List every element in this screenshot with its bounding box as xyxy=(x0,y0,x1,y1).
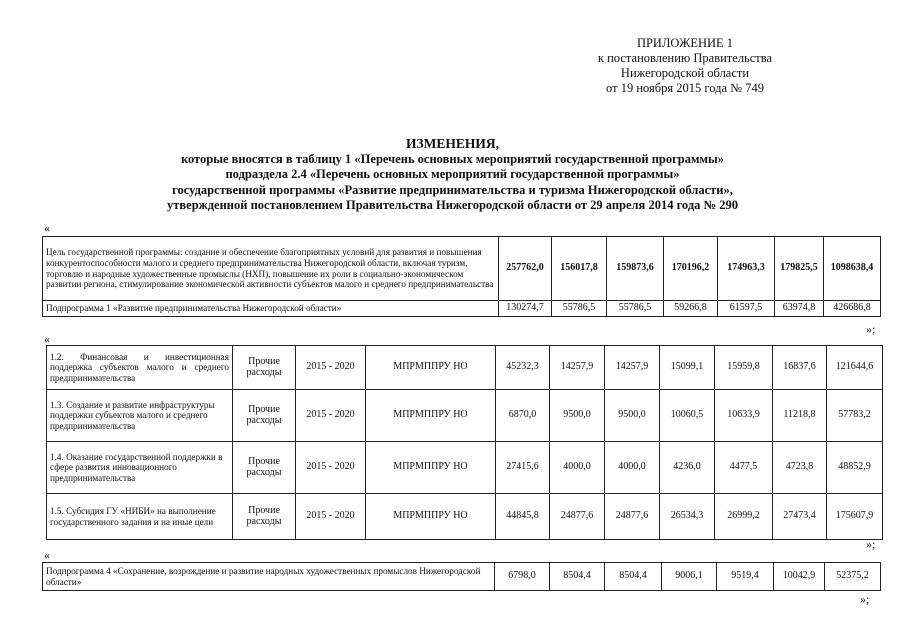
expense-type: Прочие расходы xyxy=(233,390,296,442)
appendix-block xyxy=(555,36,815,96)
value-cell: 48852,9 xyxy=(827,442,883,494)
value-cell: 130274,7 xyxy=(499,301,552,317)
value-cell: 10060,5 xyxy=(660,390,715,442)
value-cell: 6798,0 xyxy=(495,563,550,591)
period-cell: 2015 - 2020 xyxy=(296,390,366,442)
value-cell: 52375,2 xyxy=(825,563,881,591)
period-cell: 2015 - 2020 xyxy=(296,346,366,390)
value-cell: 175607,9 xyxy=(827,494,883,540)
value-cell: 4477,5 xyxy=(715,442,773,494)
executor-cell: МПРМППРУ НО xyxy=(366,390,496,442)
close-quote: »; xyxy=(866,537,876,551)
value-cell: 44845,8 xyxy=(496,494,550,540)
value-cell: 174963,3 xyxy=(718,237,775,301)
value-cell: 27415,6 xyxy=(496,442,550,494)
value-cell: 15959,8 xyxy=(715,346,773,390)
measure-label: 1.2. Финансовая и инвестиционная поддержка субъектов малого и среднего предпринимательства xyxy=(47,346,233,390)
open-quote: « xyxy=(44,332,50,346)
table-row xyxy=(43,563,881,591)
measure-label: 1.3. Создание и развитие инфраструктуры поддержки субъектов малого и среднего предпринимательства xyxy=(47,390,233,442)
value-cell: 15099,1 xyxy=(660,346,715,390)
value-cell: 10633,9 xyxy=(715,390,773,442)
period-cell: 2015 - 2020 xyxy=(296,494,366,540)
value-cell: 63974,8 xyxy=(775,301,824,317)
value-cell: 159873,6 xyxy=(607,237,664,301)
value-cell: 45232,3 xyxy=(496,346,550,390)
expense-type: Прочие расходы xyxy=(233,494,296,540)
goal-label: Цель государственной программы: создание и обеспечение благоприятных условий для развития и повышения конкурентоспособности малого и среднего предпринимательства Нижегородской области, включая туризм, торговлю и народные художественные промыслы (НХП), повышение их роли в социально-экономическом развитии региона, стимулирование экономической активности субъектов малого и среднего предпринимательства xyxy=(43,237,499,301)
value-cell: 57783,2 xyxy=(827,390,883,442)
value-cell: 121644,6 xyxy=(827,346,883,390)
value-cell: 179825,5 xyxy=(775,237,824,301)
value-cell: 156017,8 xyxy=(552,237,607,301)
expense-type: Прочие расходы xyxy=(233,346,296,390)
value-cell: 14257,9 xyxy=(605,346,660,390)
table-subprogram-4 xyxy=(42,562,881,591)
value-cell: 59266,8 xyxy=(664,301,718,317)
value-cell: 26999,2 xyxy=(715,494,773,540)
appendix-title: ПРИЛОЖЕНИЕ 1 xyxy=(636,36,734,50)
value-cell: 8504,4 xyxy=(550,563,605,591)
value-cell: 11218,8 xyxy=(773,390,827,442)
value-cell: 26534,3 xyxy=(660,494,715,540)
value-cell: 55786,5 xyxy=(552,301,607,317)
appendix-line: к постановлению Правительства xyxy=(597,51,773,65)
period-cell: 2015 - 2020 xyxy=(296,442,366,494)
measure-label: 1.5. Субсидия ГУ «НИБИ» на выполнение государственного задания и на иные цели xyxy=(47,494,233,540)
value-cell: 426686,8 xyxy=(824,301,881,317)
close-quote: »; xyxy=(866,322,876,336)
heading-line: утвержденной постановлением Правительства Нижегородской области от 29 апреля 2014 года № 290 xyxy=(167,198,738,212)
value-cell: 14257,9 xyxy=(550,346,605,390)
table-row xyxy=(47,346,883,390)
value-cell: 1098638,4 xyxy=(824,237,881,301)
value-cell: 4723,8 xyxy=(773,442,827,494)
measure-label: 1.4. Оказание государственной поддержки в сфере развития инновационного предпринимательства xyxy=(47,442,233,494)
open-quote: « xyxy=(44,548,50,562)
value-cell: 257762,0 xyxy=(499,237,552,301)
value-cell: 4236,0 xyxy=(660,442,715,494)
value-cell: 27473,4 xyxy=(773,494,827,540)
close-quote: »; xyxy=(860,592,870,606)
executor-cell: МПРМППРУ НО xyxy=(366,442,496,494)
value-cell: 16837,6 xyxy=(773,346,827,390)
table-row xyxy=(47,494,883,540)
executor-cell: МПРМППРУ НО xyxy=(366,494,496,540)
value-cell: 8504,4 xyxy=(605,563,662,591)
value-cell: 170196,2 xyxy=(664,237,718,301)
table-row xyxy=(43,301,881,317)
expense-type: Прочие расходы xyxy=(233,442,296,494)
value-cell: 61597,5 xyxy=(718,301,775,317)
appendix-line: от 19 ноября 2015 года № 749 xyxy=(606,81,764,95)
open-quote: « xyxy=(44,221,50,235)
table-row xyxy=(47,442,883,494)
table-measures xyxy=(46,345,883,540)
heading-line: подраздела 2.4 «Перечень основных мероприятий государственной программы» xyxy=(225,167,680,181)
heading-line: которые вносятся в таблицу 1 «Перечень основных мероприятий государственной программы» xyxy=(180,151,725,166)
value-cell: 24877,6 xyxy=(605,494,660,540)
heading-title: ИЗМЕНЕНИЯ, xyxy=(405,136,499,151)
value-cell: 4000,0 xyxy=(605,442,660,494)
value-cell: 9500,0 xyxy=(605,390,660,442)
value-cell: 55786,5 xyxy=(607,301,664,317)
heading-line: государственной программы «Развитие предпринимательства и туризма Нижегородской области», xyxy=(172,182,733,197)
value-cell: 24877,6 xyxy=(550,494,605,540)
value-cell: 10042,9 xyxy=(774,563,825,591)
value-cell: 4000,0 xyxy=(550,442,605,494)
appendix-line: Нижегородской области xyxy=(620,66,750,80)
value-cell: 9500,0 xyxy=(550,390,605,442)
document-heading xyxy=(40,136,865,214)
subprogram-label: Подпрограмма 1 «Развитие предпринимательства Нижегородской области» xyxy=(43,301,499,317)
table-row xyxy=(43,237,881,301)
executor-cell: МПРМППРУ НО xyxy=(366,346,496,390)
value-cell: 9006,1 xyxy=(662,563,717,591)
table-goal xyxy=(42,236,881,317)
subprogram-label: Подпрограмма 4 «Сохранение, возрождение и развитие народных художественных промыслов Нижегородской области» xyxy=(43,563,495,591)
value-cell: 9519,4 xyxy=(717,563,774,591)
table-row xyxy=(47,390,883,442)
value-cell: 6870,0 xyxy=(496,390,550,442)
